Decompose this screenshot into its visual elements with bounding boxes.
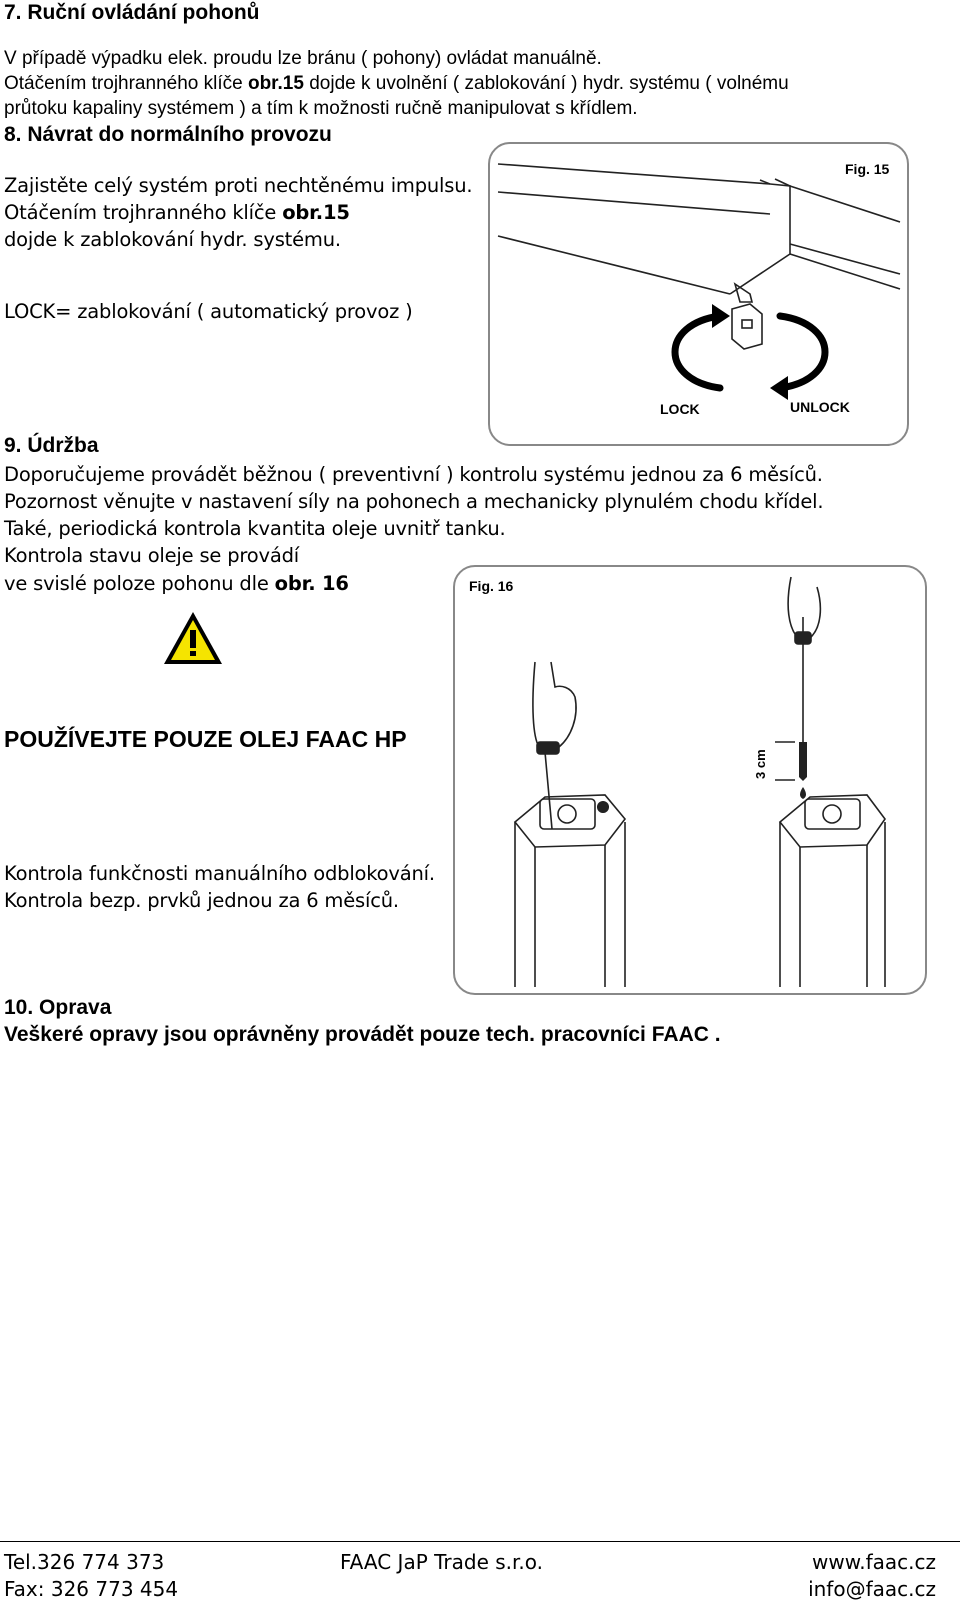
footer-web[interactable]: www.faac.cz [812, 1550, 936, 1574]
footer-divider [0, 1541, 960, 1542]
figure-15-label: Fig. 15 [845, 161, 890, 177]
section-8-lock-note: LOCK= zablokování ( automatický provoz ) [4, 300, 413, 323]
section-10-title: 10. Oprava [4, 996, 112, 1019]
section-7-title: 7. Ruční ovládání pohonů [4, 1, 260, 24]
section-9-line3: Také, periodická kontrola kvantita oleje uvnitř tanku. [4, 517, 506, 540]
section-8-title: 8. Návrat do normálního provozu [4, 123, 332, 146]
figure-15-unlock-label: UNLOCK [790, 399, 850, 415]
figure-16 [453, 565, 927, 995]
footer-fax: Fax: 326 773 454 [4, 1577, 179, 1601]
section-8-line2: Otáčením trojhranného klíče obr.15 [4, 201, 350, 224]
figure-15 [488, 142, 909, 446]
figure-16-drawing [455, 567, 925, 993]
section-8-line3: dojde k zablokování hydr. systému. [4, 228, 341, 251]
figure-15-drawing [490, 144, 907, 444]
section-10-line1: Veškeré opravy jsou oprávněny provádět pouze tech. pracovníci FAAC . [4, 1023, 721, 1046]
footer-email[interactable]: info@faac.cz [808, 1577, 936, 1601]
warning-icon [162, 610, 224, 666]
section-7-line2: Otáčením trojhranného klíče obr.15 dojde k uvolnění ( zablokování ) hydr. systému ( volnému [4, 73, 789, 94]
section-9-title: 9. Údržba [4, 434, 99, 457]
check-safety-devices: Kontrola bezp. prvků jednou za 6 měsíců. [4, 889, 399, 912]
section-9-line2: Pozornost věnujte v nastavení síly na pohonech a mechanicky plynulém chodu křídel. [4, 490, 824, 513]
figure-15-lock-label: LOCK [660, 401, 700, 417]
section-9-line1: Doporučujeme provádět běžnou ( preventivní ) kontrolu systému jednou za 6 měsíců. [4, 463, 823, 486]
section-9-line4: Kontrola stavu oleje se provádí [4, 544, 299, 567]
footer-tel: Tel.326 774 373 [4, 1550, 165, 1574]
section-7-line3: průtoku kapaliny systémem ) a tím k možnosti ručně manipulovat s křídlem. [4, 98, 638, 119]
section-8-line1: Zajistěte celý systém proti nechtěnému impulsu. [4, 174, 473, 197]
section-7-line1: V případě výpadku elek. proudu lze bránu ( pohony) ovládat manuálně. [4, 48, 602, 69]
figure-16-label: Fig. 16 [469, 578, 514, 594]
figure-16-measure: 3 cm [753, 749, 768, 779]
oil-warning: POUŽÍVEJTE POUZE OLEJ FAAC HP [4, 726, 407, 752]
footer-company: FAAC JaP Trade s.r.o. [340, 1550, 544, 1574]
section-9-line5: ve svislé poloze pohonu dle obr. 16 [4, 572, 349, 595]
check-manual-release: Kontrola funkčnosti manuálního odblokování. [4, 862, 435, 885]
